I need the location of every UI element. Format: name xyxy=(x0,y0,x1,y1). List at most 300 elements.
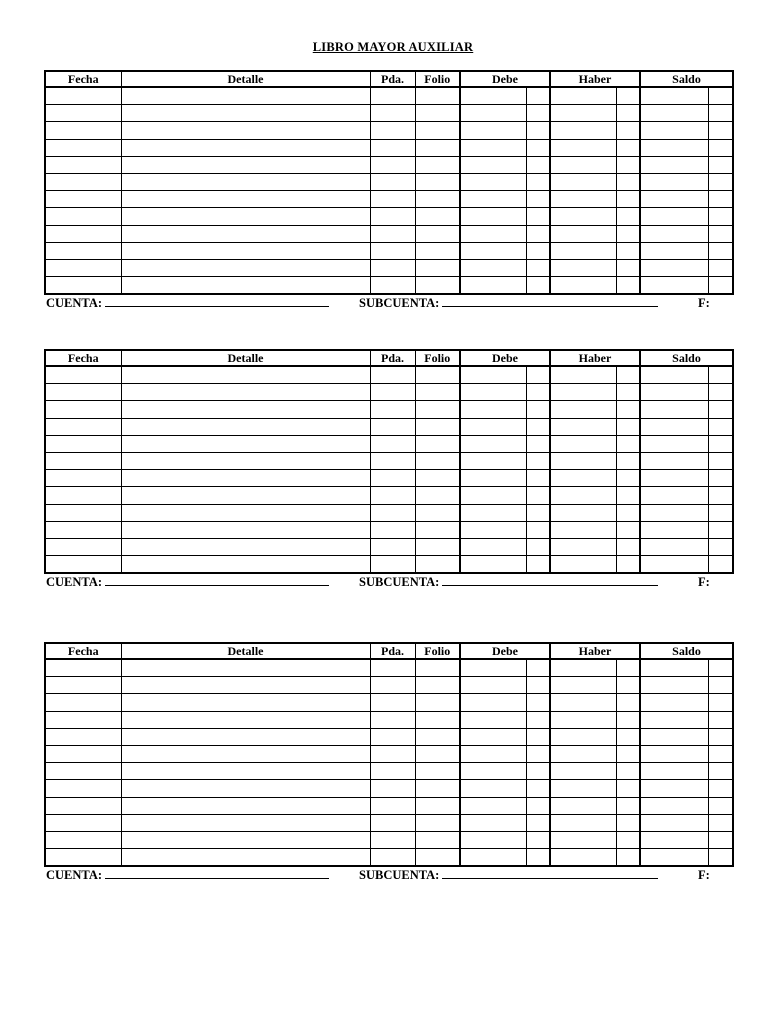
cell-debe-cents xyxy=(526,122,550,139)
cell-saldo-cents xyxy=(708,156,733,173)
cell-debe-cents xyxy=(526,87,550,105)
cell-saldo-cents xyxy=(708,122,733,139)
cell-haber-cents xyxy=(616,225,640,242)
f-field xyxy=(698,868,710,883)
cell-saldo xyxy=(640,677,708,694)
cell-fecha xyxy=(45,139,121,156)
cell-pda xyxy=(370,504,415,521)
cell-detalle xyxy=(121,156,370,173)
cuenta-blank-line xyxy=(105,296,329,307)
cell-saldo-cents xyxy=(708,366,733,384)
cell-folio xyxy=(415,797,460,814)
cell-saldo-cents xyxy=(708,814,733,831)
cell-saldo-cents xyxy=(708,208,733,225)
cell-saldo xyxy=(640,242,708,259)
column-header-saldo: Saldo xyxy=(640,350,733,366)
cell-debe xyxy=(460,191,526,208)
cell-debe xyxy=(460,156,526,173)
cell-haber-cents xyxy=(616,122,640,139)
cell-saldo xyxy=(640,659,708,677)
cell-debe xyxy=(460,797,526,814)
cell-saldo xyxy=(640,105,708,122)
cell-haber-cents xyxy=(616,418,640,435)
column-header-fecha: Fecha xyxy=(45,71,121,87)
cell-folio xyxy=(415,831,460,848)
ledger-row xyxy=(45,122,733,139)
cell-fecha xyxy=(45,504,121,521)
column-header-haber: Haber xyxy=(550,350,640,366)
cell-debe xyxy=(460,849,526,867)
cell-pda xyxy=(370,277,415,295)
cell-pda xyxy=(370,745,415,762)
cell-haber-cents xyxy=(616,156,640,173)
cell-pda xyxy=(370,87,415,105)
cell-detalle xyxy=(121,780,370,797)
cell-debe xyxy=(460,677,526,694)
cell-pda xyxy=(370,780,415,797)
cell-folio xyxy=(415,763,460,780)
cell-pda xyxy=(370,259,415,276)
ledger-row xyxy=(45,384,733,401)
cell-haber xyxy=(550,242,616,259)
ledger-row xyxy=(45,745,733,762)
cell-haber xyxy=(550,156,616,173)
cell-folio xyxy=(415,521,460,538)
cell-debe xyxy=(460,259,526,276)
column-header-debe: Debe xyxy=(460,350,550,366)
cell-saldo-cents xyxy=(708,487,733,504)
ledger-body xyxy=(45,366,733,573)
cell-saldo-cents xyxy=(708,470,733,487)
ledger-row xyxy=(45,87,733,105)
cell-debe xyxy=(460,122,526,139)
column-header-detalle: Detalle xyxy=(121,643,370,659)
ledger-row xyxy=(45,173,733,190)
cell-saldo xyxy=(640,763,708,780)
cell-detalle xyxy=(121,849,370,867)
ledger-row xyxy=(45,556,733,574)
cell-haber-cents xyxy=(616,521,640,538)
cell-folio xyxy=(415,105,460,122)
cell-debe-cents xyxy=(526,745,550,762)
cell-debe-cents xyxy=(526,452,550,469)
cell-haber-cents xyxy=(616,538,640,555)
cell-haber xyxy=(550,659,616,677)
cell-saldo-cents xyxy=(708,849,733,867)
cell-saldo-cents xyxy=(708,677,733,694)
cell-haber xyxy=(550,384,616,401)
cell-detalle xyxy=(121,401,370,418)
cell-saldo xyxy=(640,452,708,469)
cell-saldo-cents xyxy=(708,780,733,797)
cell-debe-cents xyxy=(526,173,550,190)
ledger-row xyxy=(45,677,733,694)
ledger-grid xyxy=(44,70,734,295)
cell-pda xyxy=(370,763,415,780)
cell-fecha xyxy=(45,418,121,435)
cell-saldo-cents xyxy=(708,139,733,156)
ledger-row xyxy=(45,225,733,242)
cell-saldo xyxy=(640,849,708,867)
cell-folio xyxy=(415,694,460,711)
cell-haber-cents xyxy=(616,504,640,521)
cell-haber-cents xyxy=(616,745,640,762)
cell-pda xyxy=(370,139,415,156)
cell-saldo xyxy=(640,521,708,538)
cell-debe-cents xyxy=(526,780,550,797)
cell-debe xyxy=(460,745,526,762)
cell-fecha xyxy=(45,401,121,418)
cell-detalle xyxy=(121,122,370,139)
cell-detalle xyxy=(121,225,370,242)
cell-haber-cents xyxy=(616,487,640,504)
cell-folio xyxy=(415,366,460,384)
header-row xyxy=(45,643,733,659)
subcuenta-blank-line xyxy=(442,575,658,586)
cell-folio xyxy=(415,87,460,105)
cell-saldo xyxy=(640,401,708,418)
cell-fecha xyxy=(45,538,121,555)
cell-saldo-cents xyxy=(708,259,733,276)
cell-pda xyxy=(370,556,415,574)
ledger-row xyxy=(45,487,733,504)
cell-haber-cents xyxy=(616,401,640,418)
cell-saldo-cents xyxy=(708,384,733,401)
subcuenta-field xyxy=(359,296,658,311)
cell-debe xyxy=(460,277,526,295)
cell-pda xyxy=(370,470,415,487)
cell-fecha xyxy=(45,435,121,452)
cell-saldo-cents xyxy=(708,694,733,711)
cell-fecha xyxy=(45,173,121,190)
cell-haber xyxy=(550,208,616,225)
cell-fecha xyxy=(45,156,121,173)
subcuenta-label: SUBCUENTA: xyxy=(359,868,440,882)
cell-haber xyxy=(550,87,616,105)
cell-saldo-cents xyxy=(708,277,733,295)
cell-debe-cents xyxy=(526,659,550,677)
cell-saldo xyxy=(640,728,708,745)
column-header-saldo: Saldo xyxy=(640,71,733,87)
ledger-row xyxy=(45,694,733,711)
cell-fecha xyxy=(45,122,121,139)
ledger-row xyxy=(45,452,733,469)
cell-haber xyxy=(550,366,616,384)
cell-detalle xyxy=(121,745,370,762)
cell-debe xyxy=(460,225,526,242)
cell-debe-cents xyxy=(526,556,550,574)
cell-haber-cents xyxy=(616,831,640,848)
cell-saldo xyxy=(640,156,708,173)
ledger-row xyxy=(45,105,733,122)
cell-folio xyxy=(415,191,460,208)
cell-folio xyxy=(415,849,460,867)
ledger-row xyxy=(45,659,733,677)
cell-pda xyxy=(370,225,415,242)
cell-debe-cents xyxy=(526,470,550,487)
cell-detalle xyxy=(121,277,370,295)
column-header-folio: Folio xyxy=(415,350,460,366)
cell-debe-cents xyxy=(526,242,550,259)
cell-saldo xyxy=(640,384,708,401)
cell-folio xyxy=(415,487,460,504)
cell-debe-cents xyxy=(526,156,550,173)
cell-haber-cents xyxy=(616,694,640,711)
cell-detalle xyxy=(121,173,370,190)
f-field xyxy=(698,296,710,311)
cell-debe xyxy=(460,694,526,711)
cell-debe-cents xyxy=(526,435,550,452)
ledger-grid xyxy=(44,349,734,574)
cell-debe xyxy=(460,711,526,728)
cell-haber xyxy=(550,780,616,797)
cell-debe xyxy=(460,780,526,797)
cell-debe xyxy=(460,418,526,435)
cell-fecha xyxy=(45,711,121,728)
column-header-saldo: Saldo xyxy=(640,643,733,659)
cell-pda xyxy=(370,173,415,190)
cell-haber-cents xyxy=(616,763,640,780)
cell-fecha xyxy=(45,242,121,259)
column-header-detalle: Detalle xyxy=(121,71,370,87)
cell-fecha xyxy=(45,259,121,276)
cell-debe-cents xyxy=(526,538,550,555)
cell-haber-cents xyxy=(616,797,640,814)
cell-fecha xyxy=(45,191,121,208)
cell-pda xyxy=(370,814,415,831)
cell-detalle xyxy=(121,763,370,780)
cell-haber-cents xyxy=(616,384,640,401)
cell-fecha xyxy=(45,225,121,242)
ledger-row xyxy=(45,242,733,259)
subcuenta-field xyxy=(359,868,658,883)
ledger-row xyxy=(45,728,733,745)
cell-fecha xyxy=(45,797,121,814)
cell-folio xyxy=(415,452,460,469)
cell-fecha xyxy=(45,384,121,401)
cell-detalle xyxy=(121,208,370,225)
ledger-row xyxy=(45,831,733,848)
cell-haber xyxy=(550,191,616,208)
cell-fecha xyxy=(45,105,121,122)
cell-saldo xyxy=(640,418,708,435)
cell-haber-cents xyxy=(616,659,640,677)
cell-haber xyxy=(550,814,616,831)
column-header-fecha: Fecha xyxy=(45,350,121,366)
cell-debe xyxy=(460,208,526,225)
cell-detalle xyxy=(121,538,370,555)
cell-haber-cents xyxy=(616,435,640,452)
cuenta-blank-line xyxy=(105,575,329,586)
cell-debe xyxy=(460,105,526,122)
cell-debe xyxy=(460,831,526,848)
cell-fecha xyxy=(45,277,121,295)
cell-detalle xyxy=(121,366,370,384)
cell-saldo-cents xyxy=(708,452,733,469)
cell-saldo xyxy=(640,780,708,797)
cell-detalle xyxy=(121,831,370,848)
cell-haber-cents xyxy=(616,814,640,831)
cell-haber-cents xyxy=(616,849,640,867)
ledger-row xyxy=(45,156,733,173)
cell-saldo-cents xyxy=(708,763,733,780)
f-label: F: xyxy=(698,296,710,310)
cell-fecha xyxy=(45,694,121,711)
cell-haber xyxy=(550,728,616,745)
cell-fecha xyxy=(45,521,121,538)
cell-haber-cents xyxy=(616,728,640,745)
cell-folio xyxy=(415,384,460,401)
cell-debe-cents xyxy=(526,225,550,242)
column-header-folio: Folio xyxy=(415,71,460,87)
cell-fecha xyxy=(45,745,121,762)
cell-detalle xyxy=(121,797,370,814)
cuenta-blank-line xyxy=(105,868,329,879)
cell-pda xyxy=(370,831,415,848)
cell-saldo-cents xyxy=(708,728,733,745)
ledger-row xyxy=(45,435,733,452)
cell-debe xyxy=(460,504,526,521)
column-header-haber: Haber xyxy=(550,643,640,659)
cell-debe-cents xyxy=(526,763,550,780)
cell-debe xyxy=(460,728,526,745)
cuenta-field xyxy=(46,575,329,590)
cell-detalle xyxy=(121,711,370,728)
column-header-pda: Pda. xyxy=(370,350,415,366)
cell-haber-cents xyxy=(616,470,640,487)
ledger-table-1 xyxy=(44,70,732,310)
cell-debe-cents xyxy=(526,277,550,295)
cell-pda xyxy=(370,401,415,418)
cell-pda xyxy=(370,384,415,401)
cell-debe-cents xyxy=(526,191,550,208)
cell-saldo xyxy=(640,139,708,156)
cell-detalle xyxy=(121,814,370,831)
cell-debe-cents xyxy=(526,418,550,435)
cell-pda xyxy=(370,797,415,814)
cell-pda xyxy=(370,191,415,208)
cell-haber-cents xyxy=(616,780,640,797)
cell-saldo-cents xyxy=(708,418,733,435)
cell-fecha xyxy=(45,366,121,384)
cell-haber xyxy=(550,487,616,504)
ledger-row xyxy=(45,470,733,487)
cell-folio xyxy=(415,277,460,295)
cell-fecha xyxy=(45,763,121,780)
cuenta-label: CUENTA: xyxy=(46,296,103,310)
subcuenta-label: SUBCUENTA: xyxy=(359,296,440,310)
cell-saldo xyxy=(640,487,708,504)
cell-saldo-cents xyxy=(708,711,733,728)
cell-folio xyxy=(415,780,460,797)
cell-folio xyxy=(415,242,460,259)
cell-folio xyxy=(415,122,460,139)
cell-fecha xyxy=(45,677,121,694)
column-header-debe: Debe xyxy=(460,71,550,87)
cell-saldo-cents xyxy=(708,745,733,762)
cell-saldo-cents xyxy=(708,521,733,538)
cell-saldo xyxy=(640,191,708,208)
cuenta-field xyxy=(46,296,329,311)
ledger-table-3 xyxy=(44,642,732,882)
cell-haber xyxy=(550,504,616,521)
cell-saldo-cents xyxy=(708,191,733,208)
cell-pda xyxy=(370,487,415,504)
cell-haber xyxy=(550,259,616,276)
cell-fecha xyxy=(45,470,121,487)
cell-debe xyxy=(460,401,526,418)
cell-debe-cents xyxy=(526,814,550,831)
cell-detalle xyxy=(121,242,370,259)
cell-saldo xyxy=(640,504,708,521)
cell-fecha xyxy=(45,831,121,848)
ledger-row xyxy=(45,259,733,276)
cell-folio xyxy=(415,435,460,452)
cell-debe-cents xyxy=(526,401,550,418)
cell-haber xyxy=(550,677,616,694)
cell-debe xyxy=(460,556,526,574)
cell-detalle xyxy=(121,659,370,677)
cell-folio xyxy=(415,504,460,521)
cell-debe-cents xyxy=(526,677,550,694)
cell-pda xyxy=(370,366,415,384)
header-row xyxy=(45,350,733,366)
cell-detalle xyxy=(121,384,370,401)
cell-saldo-cents xyxy=(708,105,733,122)
cell-pda xyxy=(370,538,415,555)
cell-debe-cents xyxy=(526,487,550,504)
cell-debe xyxy=(460,470,526,487)
cell-detalle xyxy=(121,556,370,574)
cell-saldo-cents xyxy=(708,87,733,105)
cell-haber xyxy=(550,470,616,487)
cell-haber xyxy=(550,711,616,728)
cell-detalle xyxy=(121,259,370,276)
cell-folio xyxy=(415,659,460,677)
cell-fecha xyxy=(45,659,121,677)
cell-folio xyxy=(415,418,460,435)
cell-saldo-cents xyxy=(708,659,733,677)
cell-debe-cents xyxy=(526,728,550,745)
cell-saldo-cents xyxy=(708,401,733,418)
cell-pda xyxy=(370,452,415,469)
cell-detalle xyxy=(121,191,370,208)
ledger-row xyxy=(45,418,733,435)
cell-saldo xyxy=(640,259,708,276)
cell-detalle xyxy=(121,139,370,156)
cell-debe xyxy=(460,139,526,156)
cell-debe-cents xyxy=(526,797,550,814)
cell-debe xyxy=(460,366,526,384)
column-header-fecha: Fecha xyxy=(45,643,121,659)
cell-haber-cents xyxy=(616,139,640,156)
f-label: F: xyxy=(698,868,710,882)
ledger-row xyxy=(45,711,733,728)
cell-fecha xyxy=(45,849,121,867)
cell-saldo xyxy=(640,694,708,711)
cell-debe-cents xyxy=(526,366,550,384)
cell-saldo xyxy=(640,366,708,384)
cell-haber xyxy=(550,122,616,139)
cell-haber-cents xyxy=(616,677,640,694)
cell-haber xyxy=(550,435,616,452)
ledger-grid xyxy=(44,642,734,867)
cell-haber xyxy=(550,418,616,435)
cell-folio xyxy=(415,208,460,225)
cell-haber xyxy=(550,763,616,780)
cell-detalle xyxy=(121,87,370,105)
cell-debe xyxy=(460,659,526,677)
